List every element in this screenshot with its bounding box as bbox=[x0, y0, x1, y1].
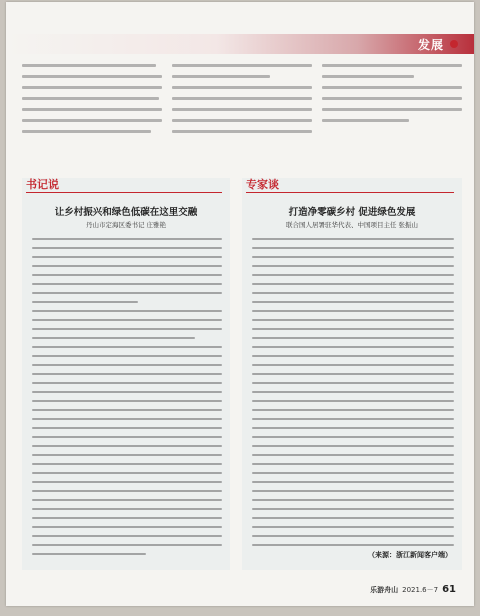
intro-text-columns bbox=[22, 64, 462, 146]
panel-label-rule bbox=[246, 192, 454, 193]
section-label: 发展 bbox=[417, 38, 444, 52]
source-note: （来源：浙江新闻客户端） bbox=[368, 551, 452, 559]
secretary-column-panel bbox=[22, 178, 230, 570]
red-dot-icon bbox=[450, 40, 458, 48]
article-byline: 丹山市定海区委书记 庄雅艳 bbox=[85, 221, 167, 229]
expert-column-panel bbox=[242, 178, 462, 570]
magazine-page bbox=[6, 2, 474, 606]
panel-label-secretary: 书记说 bbox=[26, 178, 59, 191]
intro-column-3 bbox=[322, 64, 462, 146]
article-byline: 联合国人居署驻华代表、中国项目主任 张振山 bbox=[285, 221, 419, 229]
article-title: 让乡村振兴和绿色低碳在这里交融 bbox=[54, 207, 198, 218]
article-title: 打造净零碳乡村 促进绿色发展 bbox=[288, 207, 416, 218]
panel-label-expert: 专家谈 bbox=[246, 178, 279, 191]
intro-column-2 bbox=[172, 64, 312, 146]
section-header-bar bbox=[6, 34, 474, 54]
page-footer bbox=[370, 584, 456, 595]
panel-label-rule bbox=[26, 192, 222, 193]
intro-column-1 bbox=[22, 64, 162, 146]
article-body-lines bbox=[252, 238, 454, 553]
page-number: 61 bbox=[442, 584, 456, 595]
magazine-name: 乐游舟山 bbox=[370, 585, 399, 594]
article-body-lines bbox=[32, 238, 222, 562]
issue-date: 2021.6－7 bbox=[402, 586, 439, 594]
